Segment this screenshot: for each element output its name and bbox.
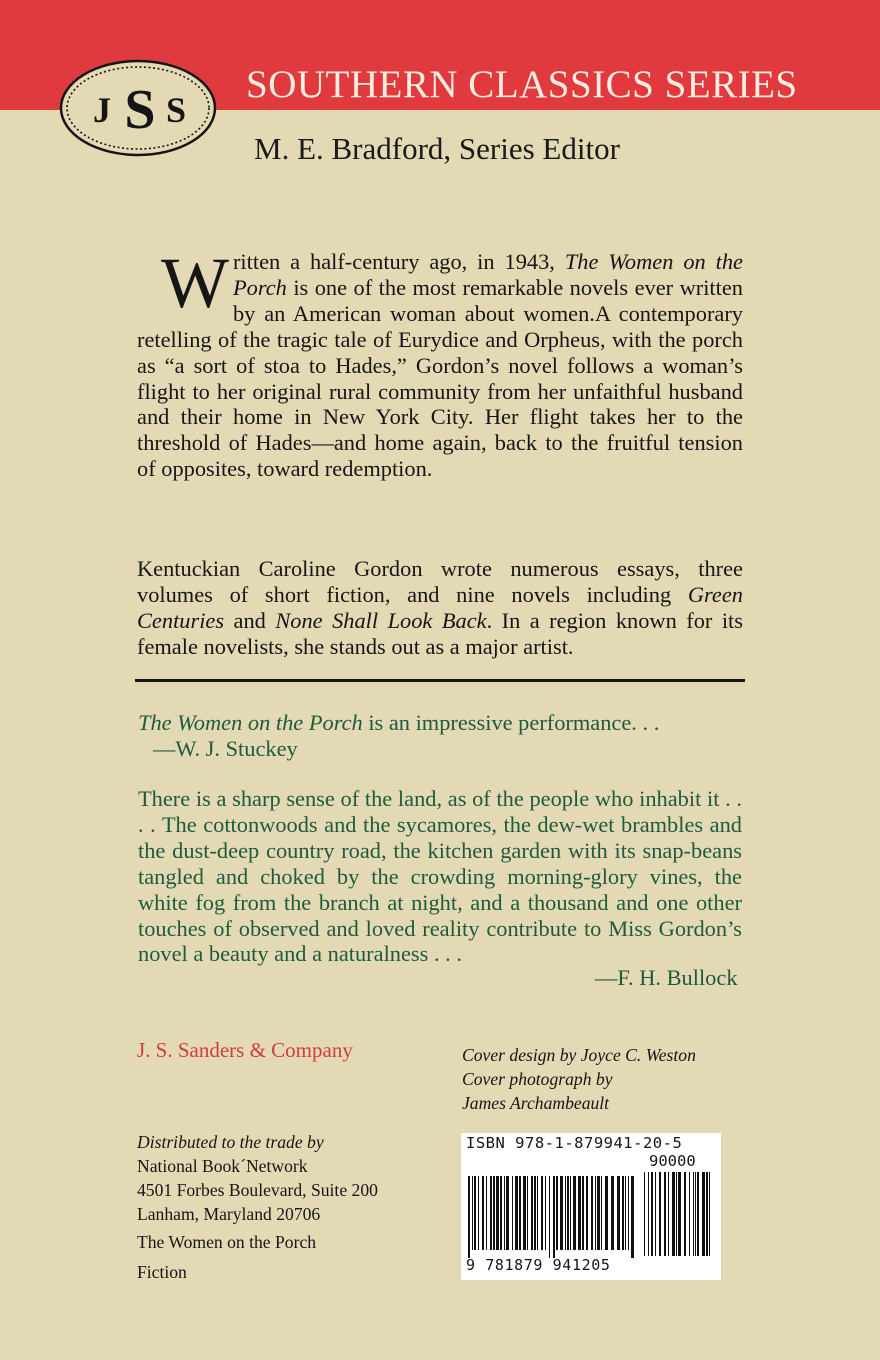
distributor-name: National Book´Network (137, 1156, 308, 1176)
credit-line: Cover design by Joyce C. Weston (462, 1045, 696, 1065)
barcode-bar (582, 1176, 584, 1250)
barcode-bar (689, 1172, 690, 1256)
barcode-bar (537, 1176, 538, 1250)
barcode-bar (567, 1176, 569, 1250)
barcode-bar (496, 1176, 499, 1250)
description-paragraph-1: Written a half-century ago, in 1943, The Women on the Porch is one of the most remarkable novels ever written by an American woman about women.A contemporary retelling of the tragic tale of Eurydice and Orpheus, with the porch as “a sort of stoa to Hades,” Gordon’s novel follows a woman’s flight to her original rural community from her unfaithful husband and their home in New York City. Her flight takes her to the threshold of Hades—and home again, back to the fruitful tension of opposites, toward redemption. (137, 243, 743, 482)
barcode-bar (512, 1176, 513, 1250)
barcode-bar (472, 1176, 473, 1250)
barcode-bar (684, 1172, 686, 1256)
barcode-bar (565, 1176, 566, 1250)
review-attribution-1: —W. J. Stuckey (153, 736, 298, 761)
review-quote-2: There is a sharp sense of the land, as of the people who inhabit it . . . . The cottonwoods and the sycamores, the dew-wet brambles and the dust-deep country road, the kitchen garden with its snap-beans tangled and choked by the crowding morning-glory vines, the white fog from the branch at night, and a thousand and one other touches of observed and loved reality contribute to Miss Gordon’s novel a beauty and a naturalness . . . (138, 786, 742, 967)
book-title-green-centuries: Green Centuries (137, 581, 743, 633)
barcode-bar (648, 1172, 649, 1256)
review-attribution-2: —F. H. Bullock (595, 965, 738, 990)
isbn-text: ISBN 978-1-879941-20-5 (466, 1134, 683, 1152)
barcode-bar (519, 1176, 521, 1250)
credit-line: James Archambeault (462, 1093, 610, 1113)
price-code: 90000 (649, 1152, 696, 1170)
cover-credits (462, 1043, 696, 1115)
barcode-bar (659, 1172, 661, 1256)
barcode-bar (506, 1176, 509, 1250)
barcode-bar (556, 1176, 558, 1250)
book-title: The Women on the Porch (137, 1232, 317, 1252)
barcode-bar (493, 1176, 495, 1250)
distribution-info (137, 1130, 378, 1226)
distributor-city: Lanham, Maryland 20706 (137, 1204, 321, 1224)
barcode-bar (490, 1176, 492, 1250)
description-paragraph-2: Kentuckian Caroline Gordon wrote numerous essays, three volumes of short fiction, and nine novels including Green Centuries and None Shall Look Back. In a region known for its female novelists, she stands out as a major artist. (137, 556, 743, 659)
barcode-bar (500, 1176, 502, 1250)
barcode-bar (601, 1176, 602, 1250)
barcode-bar (570, 1176, 571, 1250)
barcode-bar (545, 1176, 546, 1250)
barcode-bar (628, 1176, 629, 1250)
logo-letter-j: J (93, 90, 111, 130)
book-title-inline: The Women on the Porch (232, 249, 743, 300)
barcode-bar (695, 1172, 696, 1256)
barcode-bar (549, 1176, 550, 1258)
barcode-bar (578, 1176, 581, 1250)
barcode-bar (672, 1172, 675, 1256)
barcode-bars-icon (466, 1154, 716, 1260)
barcode-bar (605, 1176, 608, 1250)
barcode-bar (527, 1176, 528, 1250)
barcode-bar (560, 1176, 563, 1250)
barcode-bar (706, 1172, 708, 1256)
barcode-bar (553, 1176, 555, 1258)
barcode-digits: 9 781879 941205 (466, 1256, 611, 1274)
barcode-bar (693, 1172, 694, 1256)
book-title-none-shall-look-back: None Shall Look Back (275, 607, 487, 633)
barcode-bar (668, 1172, 669, 1256)
barcode-bar (697, 1172, 699, 1256)
barcode-bar (591, 1176, 593, 1250)
barcode-bar (478, 1176, 479, 1250)
series-title: SOUTHERN CLASSICS SERIES (246, 63, 798, 106)
barcode-bar (622, 1176, 624, 1250)
publisher-logo-icon (58, 58, 218, 158)
barcode-bar (709, 1172, 710, 1256)
barcode-bar (523, 1176, 526, 1250)
barcode-bar (534, 1176, 536, 1250)
distributor-address: 4501 Forbes Boulevard, Suite 200 (137, 1180, 378, 1200)
barcode-bar (631, 1176, 634, 1258)
logo-letter-s-large: S (124, 79, 156, 141)
barcode-bar (625, 1176, 626, 1250)
barcode-bar (664, 1172, 666, 1256)
logo-letter-s-small: S (165, 90, 187, 130)
barcode-bar (678, 1172, 681, 1256)
section-divider (135, 679, 745, 682)
barcode-bar (595, 1176, 596, 1250)
barcode-bar (617, 1176, 620, 1250)
barcode-bar (644, 1172, 645, 1256)
drop-cap: W (161, 243, 229, 323)
barcode-bar (468, 1176, 470, 1258)
barcode-bar (586, 1176, 588, 1250)
barcode-bar (541, 1176, 543, 1250)
barcode-bar (676, 1172, 677, 1256)
barcode-bar (486, 1176, 487, 1250)
barcode-bar (597, 1176, 600, 1250)
barcode-bar (531, 1176, 533, 1250)
barcode-bar (474, 1176, 476, 1250)
publisher-name: J. S. Sanders & Company (137, 1038, 353, 1062)
barcode-bar (611, 1176, 614, 1250)
credit-line: Cover photograph by (462, 1069, 613, 1089)
barcode-bar (504, 1176, 505, 1250)
barcode-bar (702, 1172, 705, 1256)
distribution-heading: Distributed to the trade by (137, 1132, 324, 1152)
barcode-bar (651, 1172, 653, 1256)
barcode-bar (655, 1172, 656, 1256)
barcode-bar (515, 1176, 518, 1250)
barcode-bar (573, 1176, 576, 1250)
genre-label: Fiction (137, 1262, 187, 1282)
series-editor: M. E. Bradford, Series Editor (254, 131, 620, 166)
review-quote-1: The Women on the Porch is an impressive performance. . . (138, 710, 660, 735)
barcode-bar (482, 1176, 484, 1250)
